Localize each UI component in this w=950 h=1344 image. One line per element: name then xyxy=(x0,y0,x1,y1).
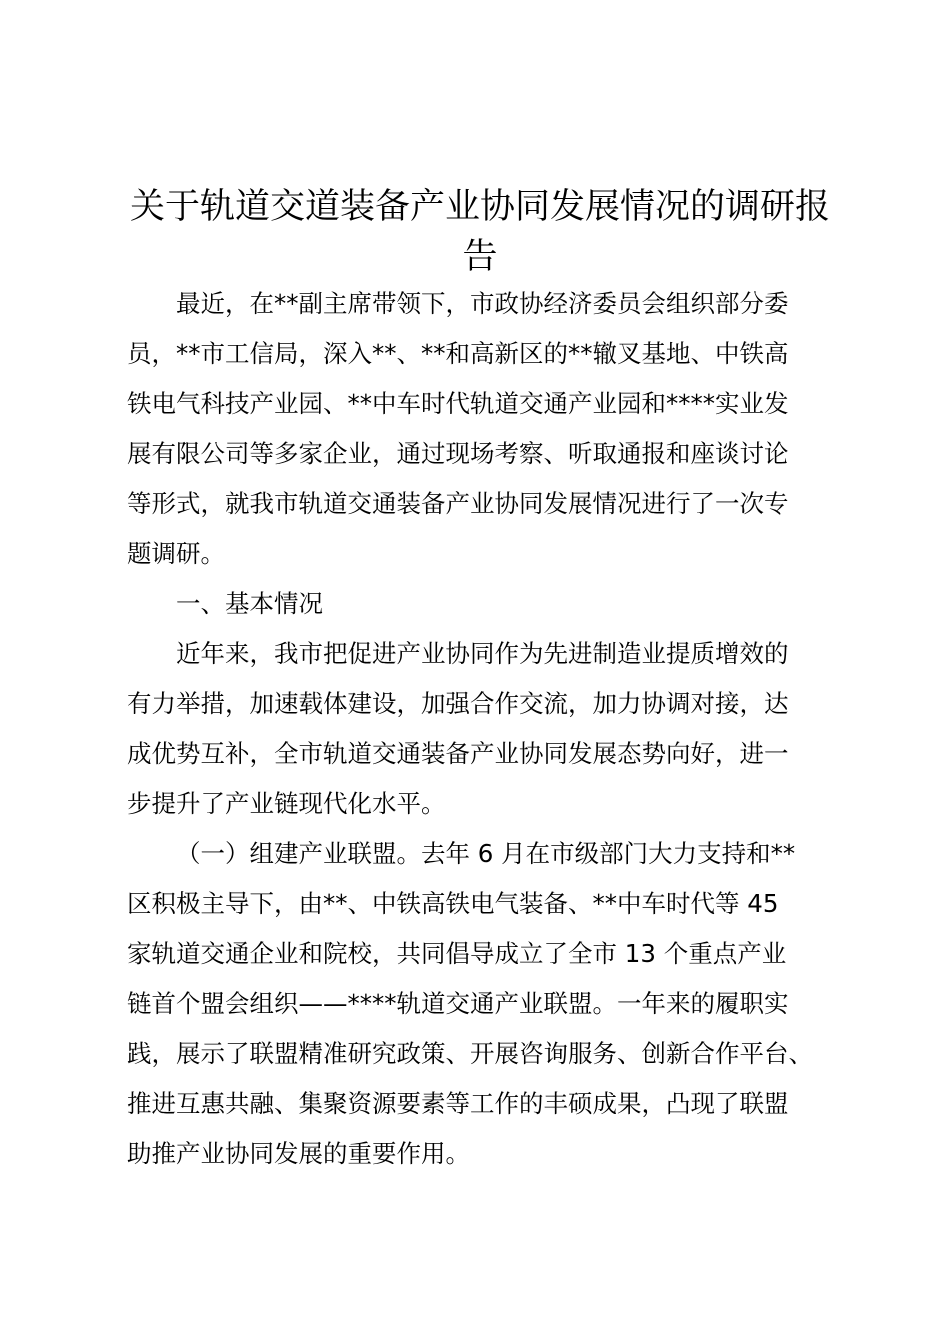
section-heading: 一、基本情况 xyxy=(176,589,323,618)
paragraph-line: 员，**市工信局，深入**、**和高新区的**辙叉基地、中铁高 xyxy=(127,339,789,368)
paragraph-line: 践，展示了联盟精准研究政策、开展咨询服务、创新合作平台、 xyxy=(127,1039,813,1068)
paragraph-line: 推进互惠共融、集聚资源要素等工作的丰硕成果，凸现了联盟 xyxy=(127,1089,789,1118)
title-line-2: 告 xyxy=(462,237,498,277)
paragraph-line: 成优势互补，全市轨道交通装备产业协同发展态势向好，进一 xyxy=(127,739,789,768)
paragraph-line: 铁电气科技产业园、**中车时代轨道交通产业园和****实业发 xyxy=(127,389,789,418)
paragraph-line: 助推产业协同发展的重要作用。 xyxy=(127,1139,470,1168)
paragraph-line: 近年来，我市把促进产业协同作为先进制造业提质增效的 xyxy=(176,639,789,668)
paragraph-line: 步提升了产业链现代化水平。 xyxy=(127,789,446,818)
paragraph-line: 链首个盟会组织——****轨道交通产业联盟。一年来的履职实 xyxy=(127,989,789,1018)
paragraph-line: （一）组建产业联盟。去年 6 月在市级部门大力支持和** xyxy=(176,839,796,868)
paragraph-line: 展有限公司等多家企业，通过现场考察、听取通报和座谈讨论 xyxy=(127,439,789,468)
title-line-1: 关于轨道交道装备产业协同发展情况的调研报 xyxy=(129,187,830,227)
paragraph-line: 等形式，就我市轨道交通装备产业协同发展情况进行了一次专 xyxy=(127,489,789,518)
paragraph-line: 最近，在**副主席带领下，市政协经济委员会组织部分委 xyxy=(176,289,789,318)
document-title xyxy=(110,182,850,282)
paragraph-line: 有力举措，加速载体建设，加强合作交流，加力协调对接，达 xyxy=(127,689,789,718)
paragraph-line: 题调研。 xyxy=(127,539,225,568)
paragraph-line: 区积极主导下，由**、中铁高铁电气装备、**中车时代等 45 xyxy=(127,889,779,918)
paragraph-line: 家轨道交通企业和院校，共同倡导成立了全市 13 个重点产业 xyxy=(127,939,787,968)
